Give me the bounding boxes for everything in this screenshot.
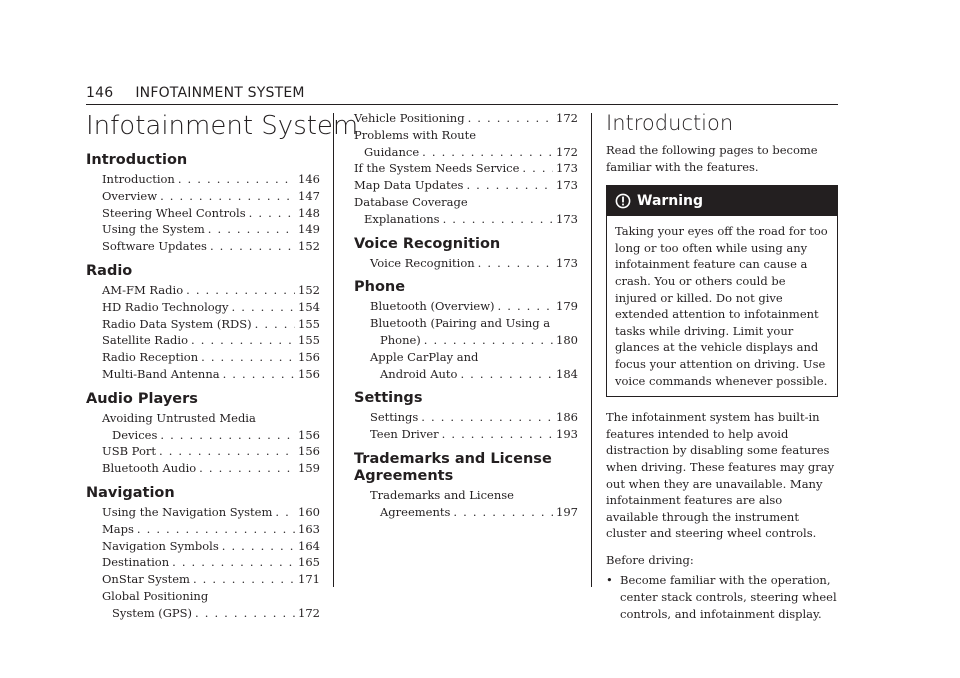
toc-entry-title: Agreements (380, 504, 451, 519)
toc-column-1 (86, 150, 320, 622)
toc-entry (354, 366, 578, 383)
toc-entry (86, 504, 320, 521)
toc-entry (354, 504, 578, 521)
toc-entry-title-line: Global Positioning (102, 588, 209, 603)
header-rule (86, 104, 838, 105)
toc-entry (86, 521, 320, 538)
toc-entry-page: 148 (298, 205, 320, 220)
toc-entry-title: Android Auto (380, 366, 458, 381)
toc-entry (86, 366, 320, 383)
toc-leader-dots (178, 171, 295, 188)
toc-entry-title-line: Trademarks and License (370, 487, 514, 502)
toc-leader-dots (172, 554, 295, 571)
toc-leader-dots (443, 211, 553, 228)
toc-leader-dots (159, 443, 295, 460)
toc-entry (86, 460, 320, 477)
toc-entry-page: 197 (556, 504, 578, 519)
toc-entry-title: Multi-Band Antenna (102, 366, 220, 381)
toc-leader-dots (466, 177, 553, 194)
toc-leader-dots (222, 538, 295, 555)
toc-entry (86, 349, 320, 366)
warning-box (606, 185, 838, 397)
distraction-paragraph: The infotainment system has built-in features intended to help avoid distraction by disabling some features when driving. These features may gray out when they are unavailable. Many infotainment features are also available through the instrument cluster and steering wheel controls. (606, 410, 835, 541)
column-divider-2 (591, 113, 592, 587)
toc-entry-title: Steering Wheel Controls (102, 205, 246, 220)
warning-header (607, 186, 837, 216)
toc-entry (354, 211, 578, 228)
toc-entry (86, 605, 320, 622)
toc-leader-dots (208, 221, 295, 238)
toc-entry-title: Satellite Radio (102, 333, 189, 348)
toc-leader-dots (232, 299, 296, 316)
toc-leader-dots (193, 571, 295, 588)
warning-label: Warning (637, 193, 704, 210)
toc-section-heading: Radio (86, 262, 133, 279)
page-title: Infotainment System (86, 111, 359, 141)
toc-entry (86, 238, 320, 255)
toc-leader-dots (186, 282, 295, 299)
toc-entry-page: 193 (556, 427, 578, 442)
toc-leader-dots (460, 366, 553, 383)
toc-leader-dots (498, 298, 554, 315)
toc-leader-dots (223, 366, 295, 383)
toc-entry-page: 146 (298, 172, 320, 186)
toc-entry (86, 188, 320, 205)
toc-entry-title-line: Database Coverage (354, 194, 468, 209)
toc-entry (354, 426, 578, 443)
toc-entry-title: USB Port (102, 444, 156, 459)
toc-entry-title: Vehicle Positioning (354, 111, 465, 125)
toc-entry-title: Devices (112, 427, 158, 442)
toc-leader-dots (249, 205, 295, 222)
toc-leader-dots (478, 255, 553, 272)
toc-entry (86, 282, 320, 299)
toc-section-heading: Voice Recognition (354, 235, 501, 252)
toc-leader-dots (421, 409, 553, 426)
toc-entry (86, 554, 320, 571)
toc-entry (86, 443, 320, 460)
toc-section-heading: Settings (354, 390, 423, 407)
toc-entry-title: Guidance (364, 144, 420, 159)
toc-entry-title: AM-FM Radio (102, 282, 184, 297)
toc-entry (86, 299, 320, 316)
toc-leader-dots (424, 332, 553, 349)
toc-entry-title: Overview (102, 188, 158, 203)
toc-entry-title: Bluetooth Audio (102, 461, 197, 476)
toc-entry-title: Radio Reception (102, 350, 199, 365)
toc-entry-title: HD Radio Technology (102, 299, 229, 314)
toc-leader-dots (255, 316, 295, 333)
toc-entry-title: Map Data Updates (354, 178, 464, 193)
toc-entry-page: 164 (298, 538, 320, 553)
toc-entry-page: 160 (298, 504, 320, 519)
toc-column-2 (354, 110, 578, 521)
bullet-item (606, 572, 838, 622)
page-header (86, 83, 838, 103)
toc-entry-title-line: Apple CarPlay and (370, 349, 479, 364)
toc-leader-dots (453, 504, 553, 521)
column-divider-1 (333, 113, 334, 587)
toc-entry-title-line: Problems with Route (354, 127, 477, 142)
toc-entry-title: Phone) (380, 332, 421, 347)
toc-entry-title: If the System Needs Service (354, 161, 520, 176)
toc-entry-page: 156 (298, 366, 320, 381)
toc-leader-dots (442, 426, 553, 443)
toc-entry-title: Voice Recognition (370, 255, 475, 270)
running-section-title: INFOTAINMENT SYSTEM (135, 85, 305, 101)
toc-entry-title: Software Updates (102, 239, 207, 254)
toc-entry-page: 173 (556, 178, 578, 193)
toc-entry-page: 184 (556, 366, 578, 381)
toc-entry-page: 155 (298, 333, 320, 348)
toc-entry-page: 163 (298, 521, 320, 536)
toc-entry-page: 172 (556, 144, 578, 159)
toc-entry-title: Settings (370, 410, 419, 425)
toc-entry (86, 427, 320, 444)
toc-entry-title: Destination (102, 555, 170, 570)
toc-entry-page: 156 (298, 444, 320, 459)
bullet-list (606, 572, 838, 622)
toc-entry (354, 409, 578, 426)
toc-section-heading: Trademarks and License Agreements (354, 450, 552, 484)
toc-entry (354, 298, 578, 315)
toc-entry-page: 155 (298, 316, 320, 331)
toc-section-heading: Introduction (86, 152, 188, 168)
toc-entry-page: 173 (556, 161, 578, 176)
toc-entry-page: 149 (298, 222, 320, 237)
toc-entry-page: 156 (298, 350, 320, 365)
toc-entry-page: 179 (556, 299, 578, 314)
toc-entry-page: 159 (298, 461, 320, 476)
toc-entry-page: 180 (556, 332, 578, 347)
bullet-text: Become familiar with the operation, center stack controls, steering wheel controls, and infotainment display. (620, 573, 837, 621)
toc-entry-title: Bluetooth (Overview) (370, 299, 495, 314)
toc-entry (86, 171, 320, 188)
toc-entry (354, 110, 578, 127)
toc-entry (86, 316, 320, 333)
warning-icon (615, 193, 631, 209)
toc-leader-dots (199, 460, 295, 477)
toc-entry-title: Radio Data System (RDS) (102, 316, 252, 331)
toc-leader-dots (191, 332, 295, 349)
page-number: 146 (86, 85, 114, 101)
toc-leader-dots (195, 605, 295, 622)
toc-leader-dots (160, 427, 295, 444)
toc-entry (86, 538, 320, 555)
toc-entry (354, 160, 578, 177)
toc-leader-dots (422, 144, 553, 161)
toc-entry (354, 177, 578, 194)
toc-entry-title-line: Avoiding Untrusted Media (102, 410, 256, 425)
before-driving-label: Before driving: (606, 552, 694, 567)
toc-entry-title: OnStar System (102, 572, 190, 587)
intro-paragraph: Read the following pages to become familiar with the features. (606, 143, 818, 174)
toc-entry-page: 165 (298, 555, 320, 570)
toc-entry-page: 152 (298, 282, 320, 297)
toc-entry-page: 186 (556, 410, 578, 425)
toc-leader-dots (160, 188, 295, 205)
toc-entry-title: Using the System (102, 222, 205, 237)
toc-entry-title: System (GPS) (112, 605, 193, 620)
toc-entry-title: Maps (102, 521, 134, 536)
toc-entry-page: 172 (298, 605, 320, 620)
toc-entry-page: 147 (298, 188, 320, 203)
toc-entry (86, 221, 320, 238)
toc-entry-page: 156 (298, 427, 320, 442)
toc-entry-page: 152 (298, 239, 320, 254)
toc-section-heading: Navigation (86, 484, 175, 501)
toc-entry (86, 205, 320, 222)
toc-entry-title: Using the Navigation System (102, 504, 273, 519)
toc-entry-title: Introduction (102, 172, 175, 186)
introduction-heading: Introduction (606, 111, 734, 135)
toc-section-heading: Phone (354, 279, 406, 296)
introduction-column (606, 108, 838, 622)
toc-entry-title-line: Bluetooth (Pairing and Using a (370, 316, 551, 331)
toc-entry (354, 255, 578, 272)
toc-leader-dots (137, 521, 295, 538)
toc-entry (86, 332, 320, 349)
toc-leader-dots (275, 504, 295, 521)
toc-leader-dots (522, 160, 553, 177)
toc-entry-title: Explanations (364, 211, 440, 226)
toc-leader-dots (468, 110, 553, 127)
toc-entry-title: Teen Driver (370, 427, 439, 442)
bullet-marker: • (606, 573, 613, 588)
toc-entry-page: 173 (556, 255, 578, 270)
toc-entry-title: Navigation Symbols (102, 538, 219, 553)
toc-leader-dots (201, 349, 295, 366)
toc-entry-page: 154 (298, 299, 320, 314)
toc-entry (354, 332, 578, 349)
toc-entry (86, 571, 320, 588)
toc-entry (354, 144, 578, 161)
warning-text: Taking your eyes off the road for too long or too often while using any infotainment feature can cause a crash. You or others could be injured or killed. Do not give extended attention to infotainment tasks while driving. Limit your glances at the vehicle displays and focus your attention on driving. Use voice commands whenever possible. (615, 224, 828, 388)
toc-section-heading: Audio Players (86, 390, 198, 407)
toc-entry-page: 171 (298, 572, 320, 587)
toc-leader-dots (210, 238, 295, 255)
toc-entry-page: 173 (556, 211, 578, 226)
toc-entry-page: 172 (556, 111, 578, 125)
